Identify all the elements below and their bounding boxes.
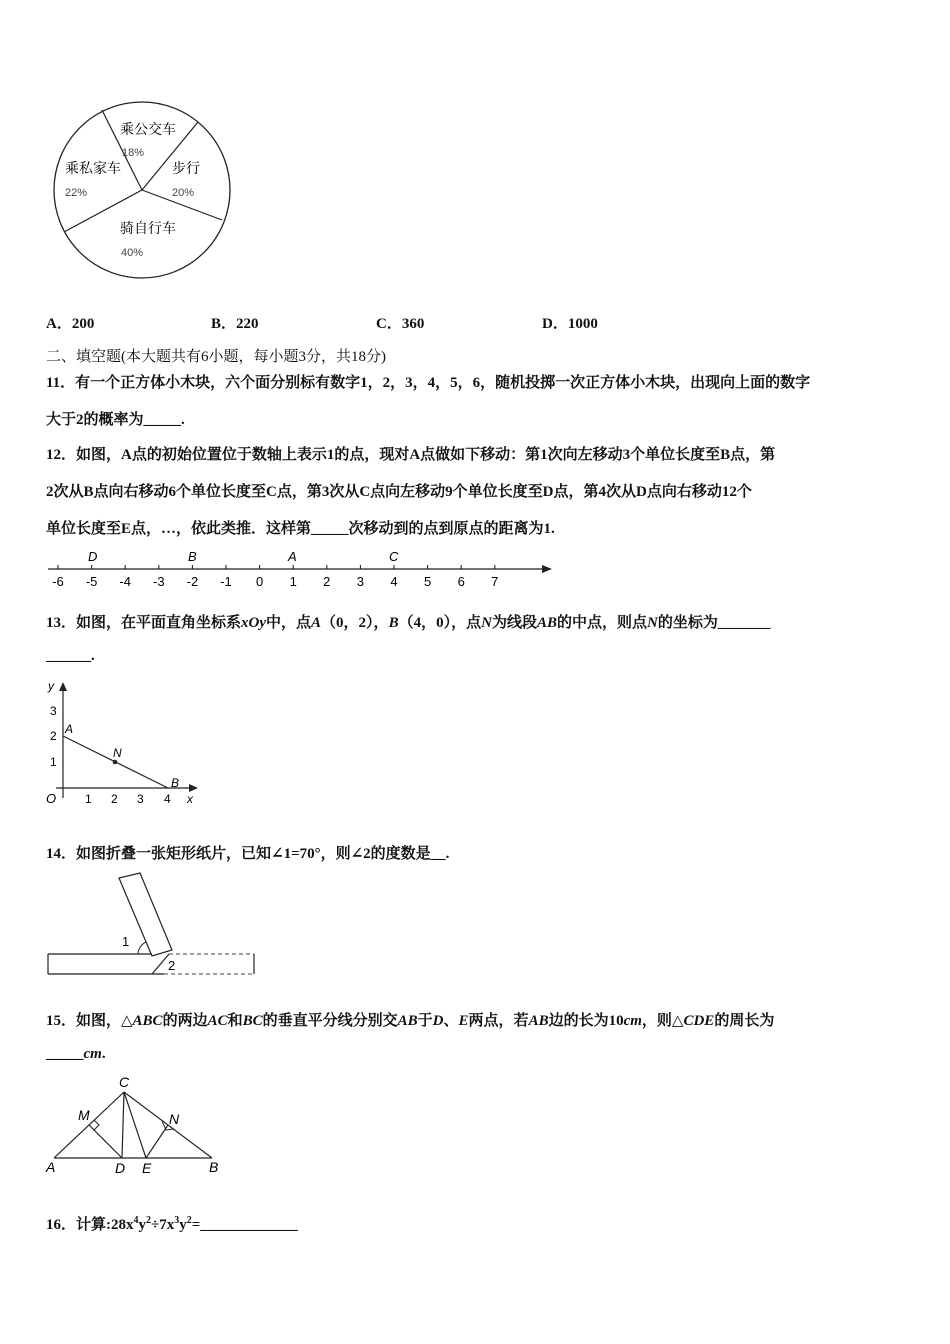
option-d-letter: D．	[542, 316, 568, 332]
option-c	[376, 312, 424, 333]
fold-angle-2: 2	[168, 958, 176, 973]
option-a	[46, 312, 94, 333]
q13-p5: 为线段	[491, 615, 537, 631]
coord-x-label: x	[187, 792, 193, 806]
q15-d: D	[432, 1013, 444, 1029]
nl-tick-label: 0	[255, 574, 264, 589]
q15-p4: 的垂直平分线分别交	[262, 1013, 398, 1029]
q15-abc: ABC	[132, 1013, 163, 1029]
tri-seg-ne	[146, 1125, 168, 1158]
q15-p1: 15．如图，△	[46, 1013, 133, 1029]
nl-tick-label: 6	[457, 574, 465, 589]
q13-a: A	[311, 615, 322, 631]
tri-label-e: E	[142, 1160, 152, 1176]
nl-tick-label: 4	[390, 574, 398, 589]
q16-p5: =_____________	[191, 1217, 298, 1233]
tri-label-m: M	[78, 1107, 90, 1123]
option-a-letter: A．	[46, 316, 72, 332]
coordinate-figure	[44, 676, 204, 810]
coord-xtick-3: 3	[137, 792, 144, 806]
nl-tick-label: 3	[356, 574, 365, 589]
q15-bc: BC	[242, 1013, 263, 1029]
q16-p1: 16．计算:28x	[46, 1217, 134, 1233]
tri-label-n: N	[169, 1111, 180, 1127]
q16-e2: 2	[146, 1215, 151, 1226]
pie-chart	[48, 98, 238, 298]
q13-p1: 13．如图，在平面直角坐标系	[46, 615, 242, 631]
q16-e4: 2	[186, 1215, 192, 1226]
q15-line2	[46, 1046, 106, 1063]
option-c-value: 360	[401, 316, 425, 332]
coord-y-label: y	[48, 679, 54, 693]
q11-line1: 11．有一个正方体小木块，六个面分别标有数字1，2，3，4，5，6，随机投掷一次正方体小木块，出现向上面的数字	[46, 375, 811, 391]
q15-cm2: cm	[83, 1046, 102, 1062]
pie-pct-bike: 40%	[121, 247, 144, 259]
q13-line2: ______.	[46, 648, 95, 664]
q13-n2: N	[646, 615, 658, 631]
coord-x-arrow	[189, 784, 198, 792]
q15-p5: 于	[417, 1013, 433, 1029]
q15-line1	[46, 1009, 774, 1030]
pie-label-car: 乘私家车	[65, 160, 121, 176]
nl-tick-label: -2	[186, 574, 199, 589]
q15-e: E	[458, 1013, 469, 1029]
number-line-arrow	[542, 565, 552, 573]
option-a-value: 200	[71, 316, 95, 332]
coord-ytick-3: 3	[50, 704, 57, 718]
coord-y-arrow	[59, 682, 67, 691]
q13-n: N	[481, 615, 492, 631]
nl-point-d: D	[88, 549, 98, 564]
q15-p10: 的周长为	[714, 1013, 775, 1029]
pie-pct-car: 22%	[65, 187, 88, 199]
q12-line1: 12．如图，A点的初始位置位于数轴上表示1的点，现对A点做如下移动：第1次向左移动3个单位长度至B点，第	[46, 447, 776, 463]
nl-tick-label: -3	[153, 574, 165, 589]
fold-figure	[44, 870, 264, 980]
option-d-value: 1000	[567, 316, 598, 332]
tri-seg-ce	[124, 1092, 146, 1158]
coord-xtick-1: 1	[85, 792, 92, 806]
q15-p2: 的两边	[162, 1013, 208, 1029]
coord-ytick-1: 1	[50, 755, 57, 769]
q13-line1	[46, 611, 770, 632]
nl-tick-label: -1	[220, 574, 232, 589]
coord-point-n	[113, 760, 118, 765]
q13-b: B	[388, 615, 399, 631]
fold-crease	[152, 954, 169, 974]
coord-ytick-2: 2	[50, 729, 57, 743]
option-c-letter: C．	[376, 316, 402, 332]
nl-tick-label: -6	[52, 574, 64, 589]
nl-point-a: A	[288, 549, 297, 564]
q16-p3: ÷7x	[151, 1217, 175, 1233]
q13-ab: AB	[536, 615, 557, 631]
nl-tick-label: -4	[119, 574, 131, 589]
fold-angle-1-arc	[138, 942, 146, 954]
q13-p6: 的中点，则点	[556, 615, 647, 631]
q13-p7: 的坐标为_______	[657, 615, 771, 631]
q13-p4: （4，0），点	[398, 615, 482, 631]
nl-tick-label: 1	[289, 574, 297, 589]
nl-point-c: C	[389, 549, 399, 564]
triangle-figure	[44, 1072, 234, 1178]
q13-p2: 中，点	[266, 615, 312, 631]
q12-line2: 2次从B点向右移动6个单位长度至C点，第3次从C点向左移动9个单位长度至D点，第4次从D点向右移动12个	[46, 484, 752, 500]
option-b-letter: B．	[211, 316, 237, 332]
q12-line3: 单位长度至E点，…，依此类推．这样第_____次移动到的点到原点的距离为1.	[46, 521, 555, 537]
q13-p3: （0，2），	[321, 615, 389, 631]
coord-b-label: B	[171, 776, 180, 790]
option-b	[211, 312, 259, 333]
q15-p6: 、	[443, 1013, 459, 1029]
q16-p2: y	[138, 1217, 146, 1233]
nl-tick-label: 2	[323, 574, 331, 589]
section-title: 二、填空题(本大题共有6小题，每小题3分，共18分)	[46, 349, 386, 365]
pie-pct-walk: 20%	[172, 187, 195, 199]
tri-label-d: D	[115, 1160, 126, 1176]
q16-e1: 4	[133, 1215, 139, 1226]
q11-line2: 大于2的概率为_____.	[46, 412, 185, 428]
q15-blank: _____	[46, 1046, 84, 1062]
option-d	[542, 312, 598, 333]
pie-pct-bus: 18%	[122, 147, 145, 159]
coord-xtick-4: 4	[164, 792, 171, 806]
q13-xoy: xOy	[241, 615, 267, 631]
q15-ab2: AB	[528, 1013, 549, 1029]
nl-tick-label: -5	[85, 574, 98, 589]
q14-line: 14．如图折叠一张矩形纸片，已知∠1=70°，则∠2的度数是__.	[46, 846, 450, 862]
tri-label-c: C	[119, 1074, 130, 1090]
q16-e3: 3	[174, 1215, 180, 1226]
pie-label-bus: 乘公交车	[120, 121, 176, 137]
q15-p7: 两点，若	[468, 1013, 529, 1029]
q15-cm: cm	[623, 1013, 642, 1029]
number-line	[44, 546, 558, 590]
q15-p9: ，则△	[641, 1013, 684, 1029]
tri-seg-cd	[122, 1092, 124, 1158]
q15-end: .	[101, 1046, 106, 1062]
nl-tick-label: 5	[423, 574, 432, 589]
q15-ac: AC	[207, 1013, 228, 1029]
q15-ab: AB	[397, 1013, 418, 1029]
q15-p8: 边的长为10	[548, 1013, 624, 1029]
tri-label-b: B	[209, 1159, 219, 1175]
pie-label-bike: 骑自行车	[120, 220, 176, 236]
pie-label-walk: 步行	[172, 160, 200, 176]
tri-label-a: A	[46, 1159, 56, 1175]
coord-n-label: N	[113, 746, 122, 760]
option-b-value: 220	[236, 316, 259, 332]
nl-point-b: B	[188, 549, 197, 564]
coord-a-label: A	[65, 722, 74, 736]
fold-angle-1: 1	[122, 934, 130, 949]
nl-tick-label: 7	[491, 574, 499, 589]
q16-p4: y	[179, 1217, 187, 1233]
coord-xtick-2: 2	[111, 792, 118, 806]
q15-p3: 和	[227, 1013, 243, 1029]
q15-cde: CDE	[683, 1013, 715, 1029]
coord-origin: O	[46, 791, 57, 806]
tri-right-angle-m	[94, 1120, 99, 1130]
q16-line	[46, 1213, 298, 1234]
